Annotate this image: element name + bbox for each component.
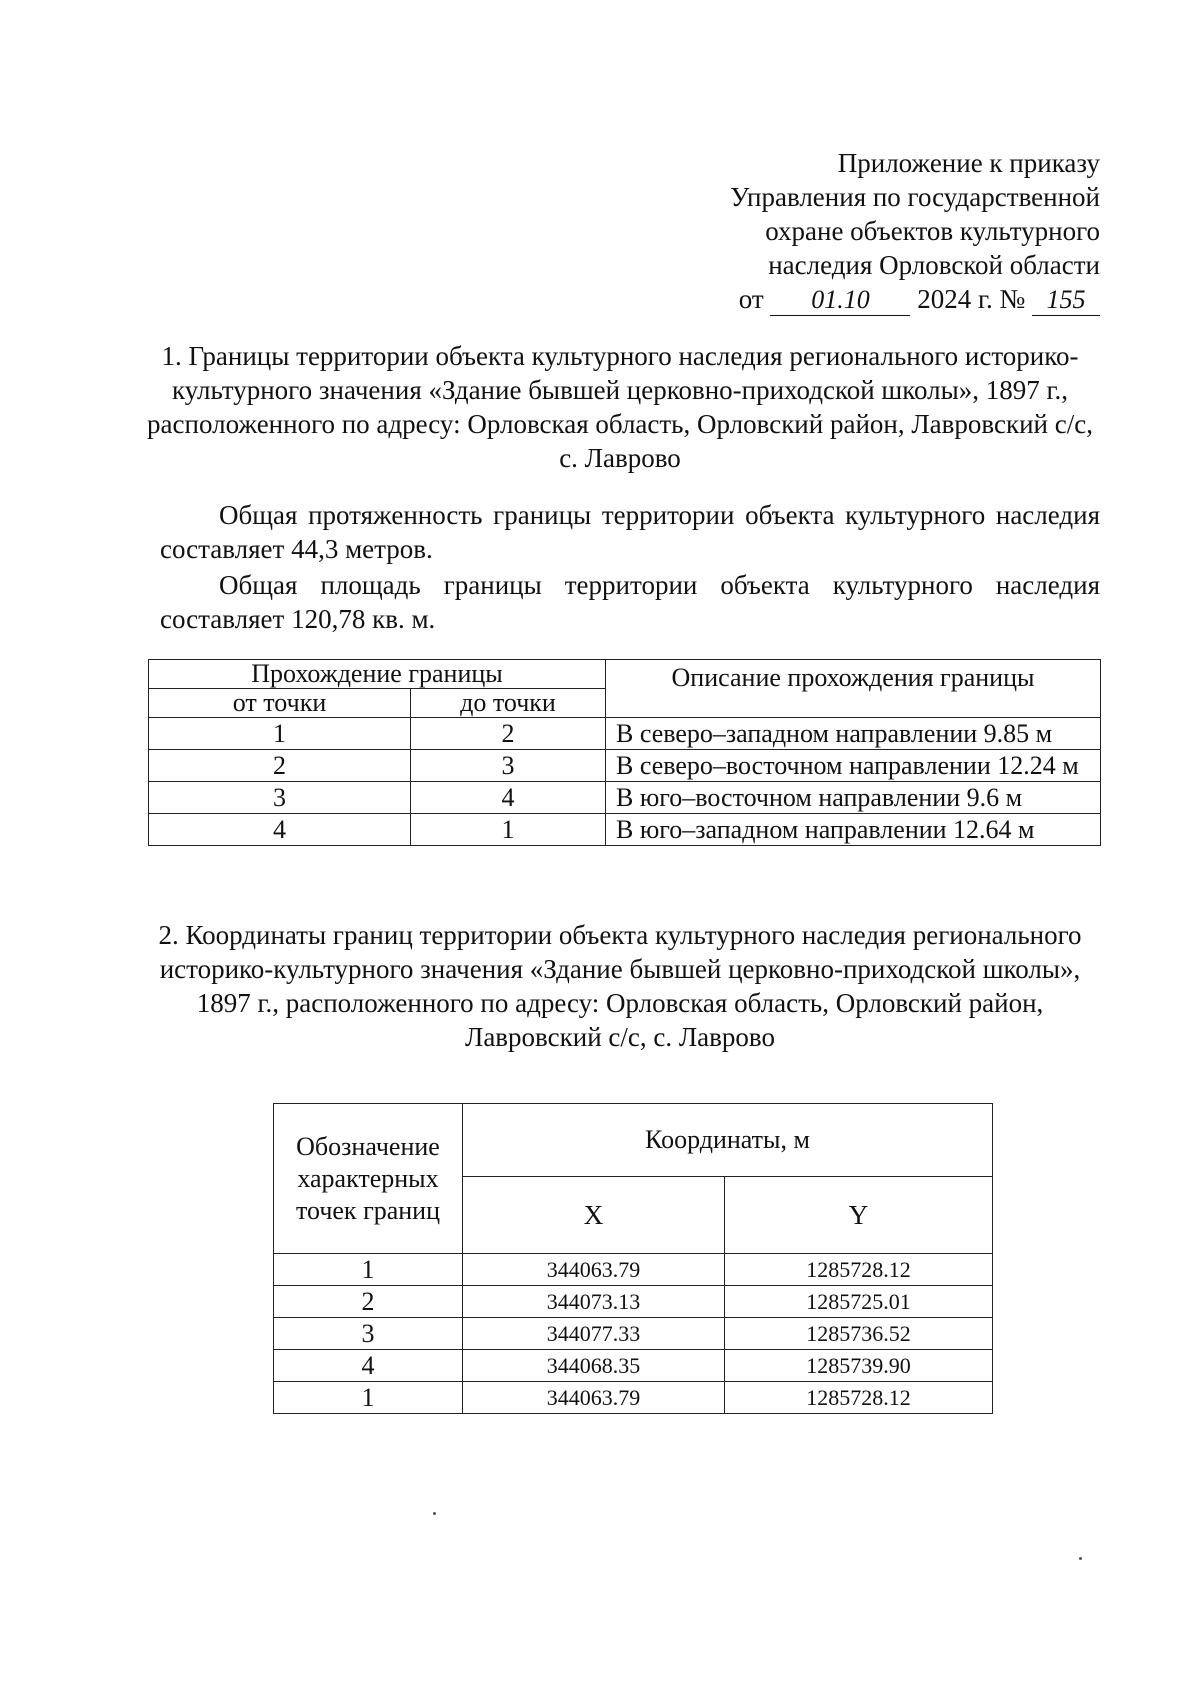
coordinate-x: 344068.35 [463,1350,725,1382]
order-number-handwritten: 155 [1032,285,1100,316]
order-prefix: от [738,284,764,314]
point-label: 1 [274,1254,463,1286]
header-to: до точки [411,689,606,718]
appendix-line-1: Приложение к приказу [837,148,1100,178]
to-point: 3 [411,750,606,782]
header-description: Описание прохождения границы [606,660,1101,718]
coordinate-x: 344063.79 [463,1254,725,1286]
table-row [149,718,1101,750]
coordinate-y: 1285739.90 [725,1350,993,1382]
table-row [149,750,1101,782]
table-row [149,782,1101,814]
coordinate-x: 344077.33 [463,1318,725,1350]
header-x: X [463,1177,725,1254]
appendix-line-2: Управления по государственной [730,182,1100,212]
point-label: 3 [274,1318,463,1350]
table-row [274,1286,993,1318]
total-length-paragraph: Общая протяженность границы территории объекта культурного наследия составляет 44,3 метров. [160,500,1100,564]
appendix-line-4: наследия Орловской области [768,250,1100,280]
coordinates-table [273,1103,993,1414]
table-row [274,1318,993,1350]
order-year: 2024 г. № [917,284,1026,314]
to-point: 4 [411,782,606,814]
coordinate-x: 344073.13 [463,1286,725,1318]
header-coordinates: Координаты, м [463,1104,993,1177]
table-row [274,1254,993,1286]
coordinate-y: 1285736.52 [725,1318,993,1350]
to-point: 2 [411,718,606,750]
header-passage: Прохождение границы [149,660,606,689]
scan-speck [433,1512,436,1515]
coordinate-y: 1285728.12 [725,1254,993,1286]
scan-speck [1079,1557,1082,1560]
from-point: 1 [149,718,411,750]
passage-description: В юго–восточном направлении 9.6 м [606,782,1101,814]
from-point: 4 [149,814,411,846]
point-label: 2 [274,1286,463,1318]
passage-description: В северо–восточном направлении 12.24 м [606,750,1101,782]
appendix-line-3: охране объектов культурного [765,216,1100,246]
header-from: от точки [149,689,411,718]
appendix-header [500,146,1100,316]
coordinate-y: 1285725.01 [725,1286,993,1318]
passage-description: В северо–западном направлении 9.85 м [606,718,1101,750]
header-y: Y [725,1177,993,1254]
boundary-table [148,659,1101,846]
order-line [500,282,1100,316]
section2-title: 2. Координаты границ территории объекта культурного наследия регионального историко-культурного значения «Здание бывшей церковно-приходской школы», 1897 г., расположенного по адресу: Орловская область, Орловский район, Лавровский с/с, с. Лаврово [158,920,1082,1052]
table-row [274,1382,993,1414]
point-label: 4 [274,1350,463,1382]
table-row [274,1350,993,1382]
table-row [149,814,1101,846]
point-label: 1 [274,1382,463,1414]
total-area-paragraph: Общая площадь границы территории объекта культурного наследия составляет 120,78 кв. м. [160,570,1100,634]
coordinate-x: 344063.79 [463,1382,725,1414]
coordinate-y: 1285728.12 [725,1382,993,1414]
to-point: 1 [411,814,606,846]
from-point: 2 [149,750,411,782]
passage-description: В юго–западном направлении 12.64 м [606,814,1101,846]
from-point: 3 [149,782,411,814]
section1-title: 1. Границы территории объекта культурного наследия регионального историко-культурного значения «Здание бывшей церковно-приходской школы», 1897 г., расположенного по адресу: Орловская область, Орловский район, Лавровский с/с, с. Лаврово [147,341,1093,473]
order-date-handwritten: 01.10 [770,285,910,316]
header-points: Обозначение характерных точек границ [274,1104,463,1254]
